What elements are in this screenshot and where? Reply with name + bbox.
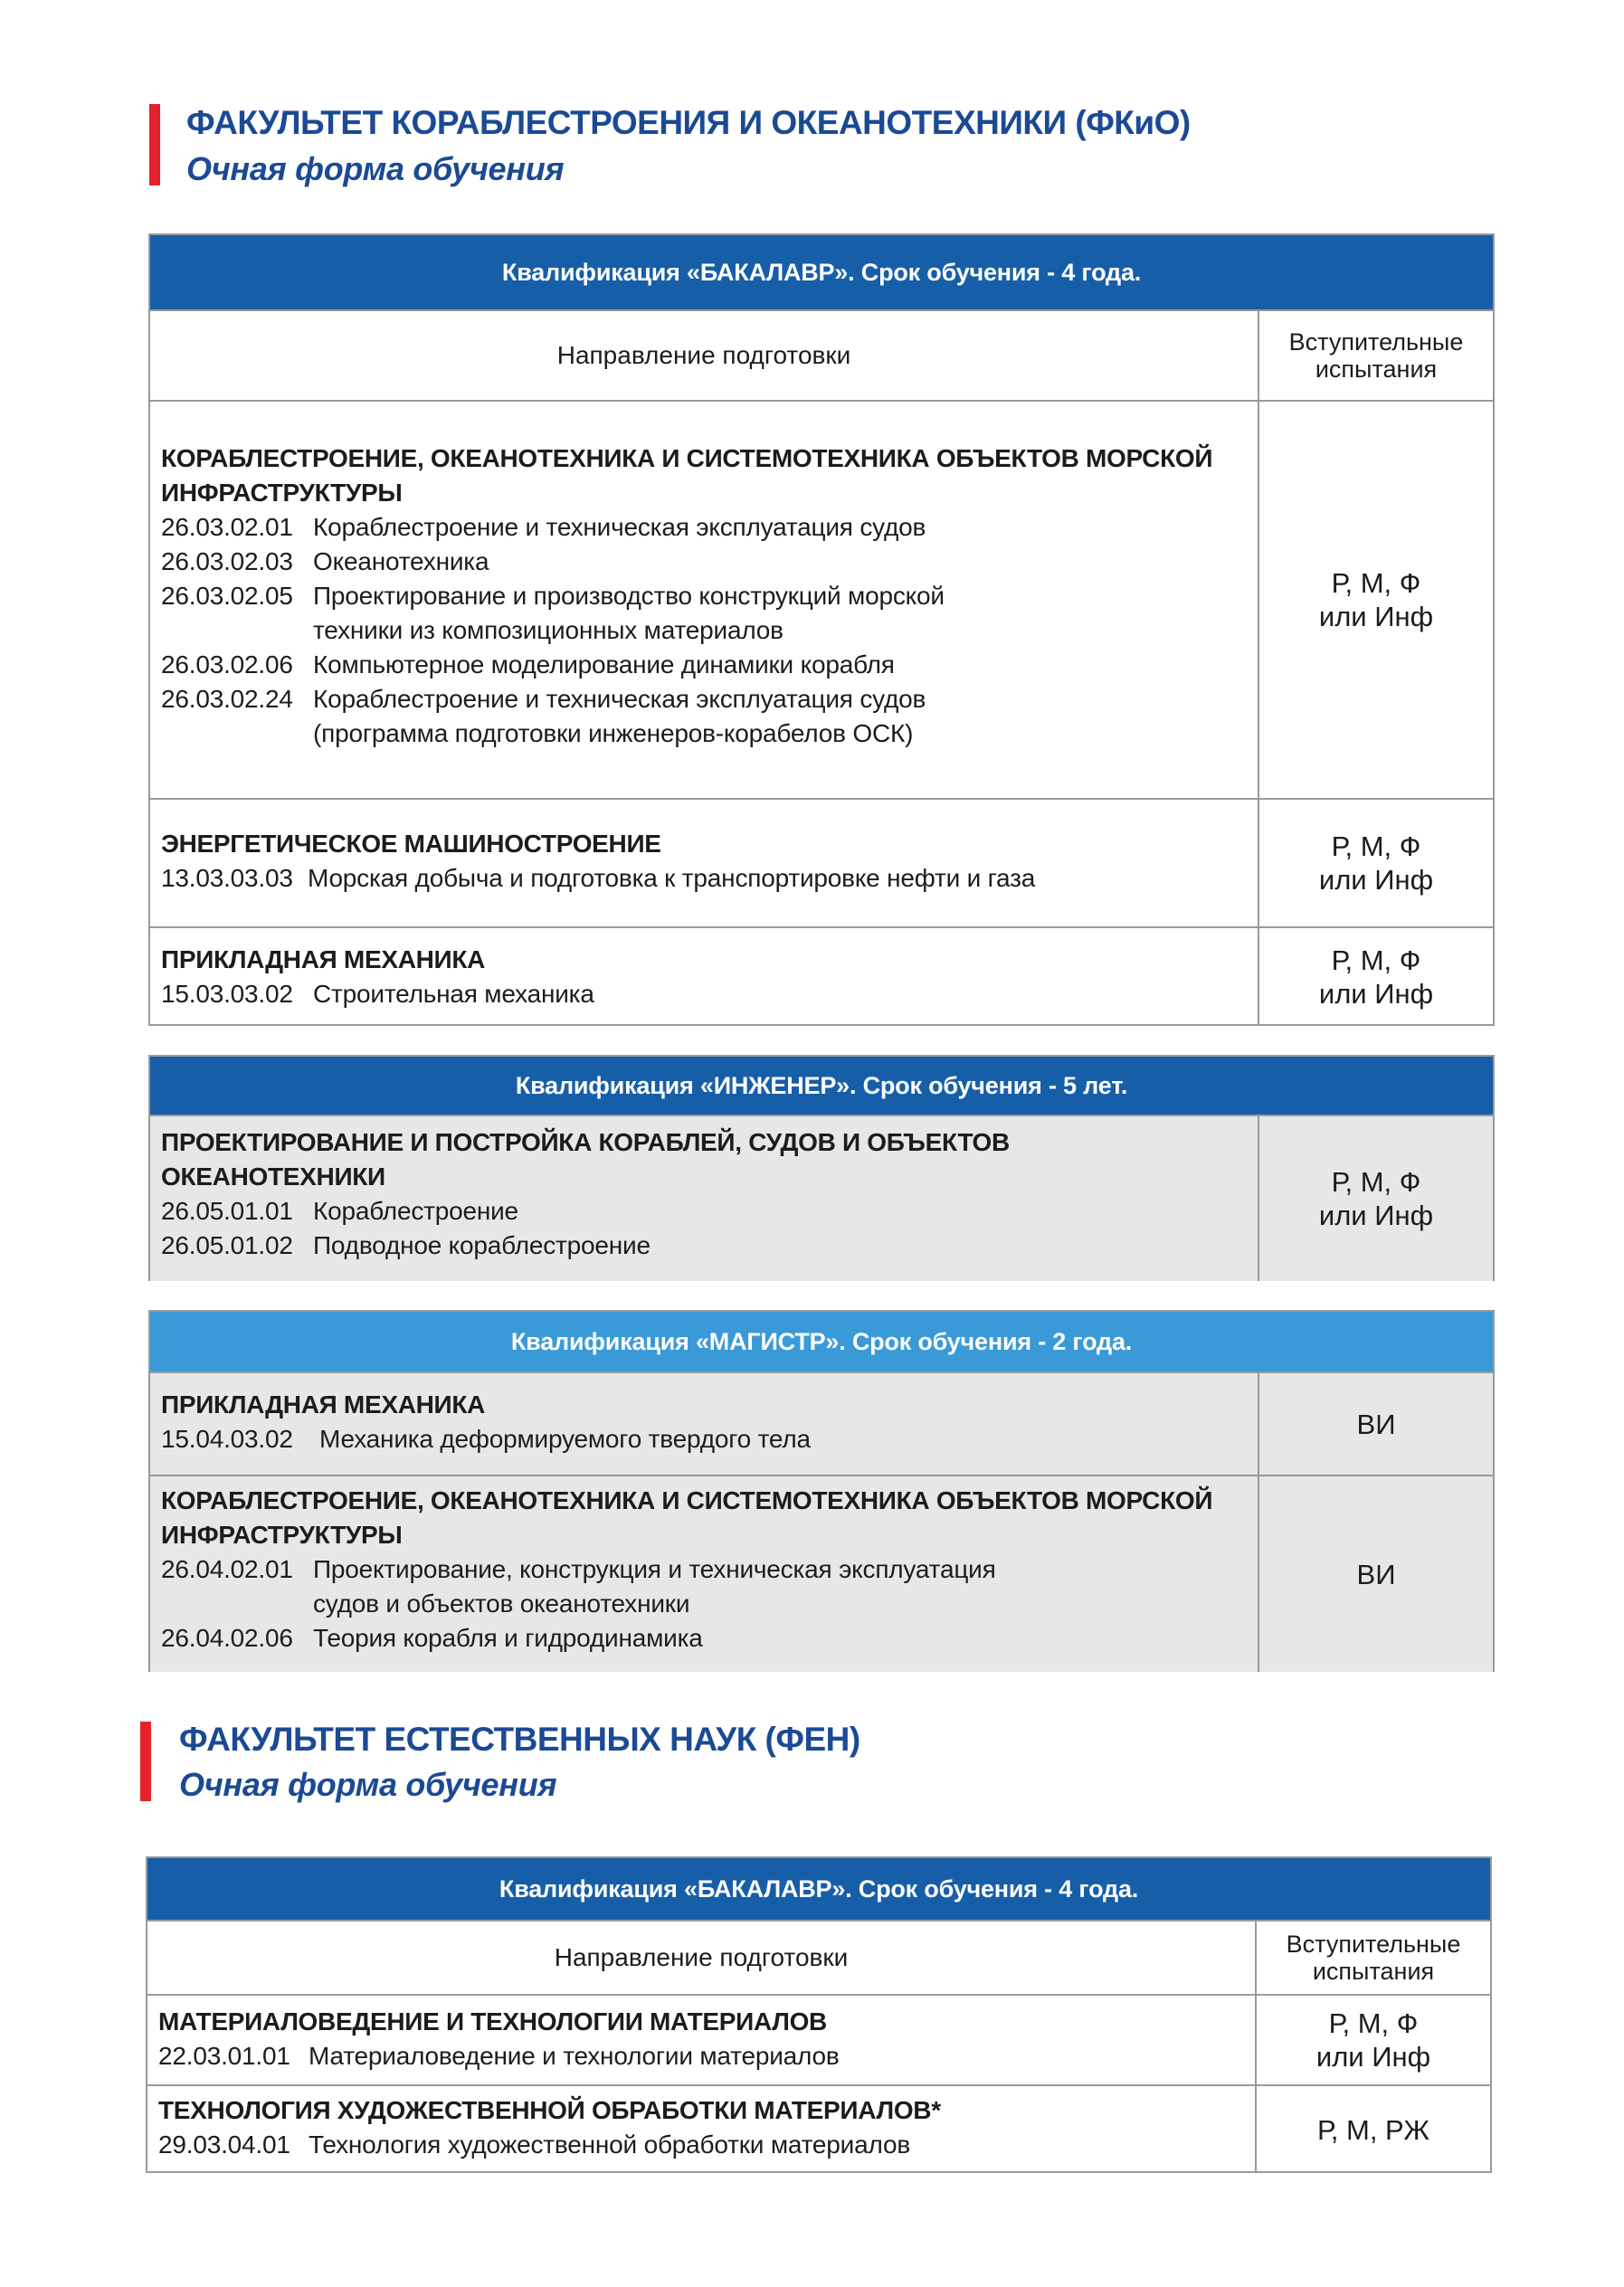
program-code: 26.04.02.01 xyxy=(161,1555,293,1583)
training-area-title: МАТЕРИАЛОВЕДЕНИЕ И ТЕХНОЛОГИИ МАТЕРИАЛОВ xyxy=(158,2007,827,2036)
exam-line: Р, М, Ф xyxy=(1331,567,1421,599)
table-header-row xyxy=(147,1920,1490,1994)
exam-line: или Инф xyxy=(1315,2041,1431,2073)
training-area-title: ТЕХНОЛОГИЯ ХУДОЖЕСТВЕННОЙ ОБРАБОТКИ МАТЕРИАЛОВ* xyxy=(158,2096,941,2124)
table-row xyxy=(150,1115,1493,1281)
exams-header-line: испытания xyxy=(1315,356,1438,383)
program-item xyxy=(161,1587,1251,1621)
program-name: Морская добыча и подготовка к транспортировке нефти и газа xyxy=(308,864,1036,892)
accent-bar xyxy=(149,104,160,185)
program-name: судов и объектов океанотехники xyxy=(313,1590,690,1618)
exams-header-line: Вступительные xyxy=(1288,328,1464,356)
exam-line: или Инф xyxy=(1318,864,1434,896)
program-name: Технология художественной обработки материалов xyxy=(309,2130,910,2159)
entrance-exams xyxy=(1259,402,1493,798)
exam-line: Р, М, Ф xyxy=(1331,1166,1421,1198)
program-name: Кораблестроение и техническая эксплуатация судов xyxy=(313,513,926,541)
program-code: 26.03.02.06 xyxy=(161,650,293,679)
program-block xyxy=(161,1125,1251,1263)
program-item xyxy=(161,716,1251,751)
entrance-exams xyxy=(1259,1373,1493,1475)
table-header-row xyxy=(150,309,1493,400)
program-block xyxy=(158,2093,1249,2162)
exam-line: или Инф xyxy=(1318,978,1434,1010)
fkio-bachelor-table xyxy=(148,233,1495,1026)
program-item xyxy=(161,510,1251,545)
entrance-exams xyxy=(1259,928,1493,1026)
program-item xyxy=(161,977,1251,1011)
accent-bar xyxy=(140,1722,151,1801)
program-name: Механика деформируемого твердого тела xyxy=(319,1425,811,1453)
exam-line: Р, М, Ф xyxy=(1331,830,1421,862)
program-code xyxy=(161,716,313,751)
direction-column-header: Направление подготовки xyxy=(556,341,851,369)
table-row xyxy=(150,400,1493,798)
program-code xyxy=(161,613,313,648)
entrance-exams xyxy=(1259,1476,1493,1672)
program-name: Компьютерное моделирование динамики корабля xyxy=(313,650,895,679)
entrance-exams xyxy=(1259,1116,1493,1281)
table-row xyxy=(150,1371,1493,1475)
program-code: 26.03.02.24 xyxy=(161,685,293,713)
program-item xyxy=(161,545,1251,579)
program-item xyxy=(158,2039,1249,2073)
program-block xyxy=(161,441,1251,751)
exams-column-header xyxy=(1259,311,1493,400)
training-area-title: КОРАБЛЕСТРОЕНИЕ, ОКЕАНОТЕХНИКА И СИСТЕМОТЕХНИКА ОБЪЕКТОВ МОРСКОЙ xyxy=(161,1486,1213,1514)
program-code: 26.03.02.01 xyxy=(161,513,293,541)
program-code: 13.03.03.03 xyxy=(161,864,293,892)
program-item xyxy=(161,682,1251,716)
program-code: 26.03.02.03 xyxy=(161,547,293,575)
table-row xyxy=(147,1994,1490,2084)
program-name: Проектирование и производство конструкций морской xyxy=(313,582,945,610)
exams-header-line: Вступительные xyxy=(1286,1931,1461,1958)
training-area-title: ПРИКЛАДНАЯ МЕХАНИКА xyxy=(161,1390,486,1419)
program-item xyxy=(161,1621,1251,1656)
program-code: 22.03.01.01 xyxy=(158,2042,290,2070)
table-row xyxy=(147,2084,1490,2173)
program-name: (программа подготовки инженеров-корабелов ОСК) xyxy=(313,719,914,747)
program-code: 26.05.01.02 xyxy=(161,1231,293,1259)
program-code: 26.03.02.05 xyxy=(161,582,293,610)
program-item xyxy=(161,579,1251,613)
exam-line: Р, М, Ф xyxy=(1331,944,1421,976)
training-area-title: ПРИКЛАДНАЯ МЕХАНИКА xyxy=(161,945,486,973)
exam-line: или Инф xyxy=(1318,601,1434,632)
program-code: 15.04.03.02 xyxy=(161,1425,293,1453)
program-code: 29.03.04.01 xyxy=(158,2130,290,2159)
direction-column-header: Направление подготовки xyxy=(554,1943,849,1971)
program-item xyxy=(161,1422,1251,1457)
qualification-band: Квалификация «БАКАЛАВР». Срок обучения - 4 года. xyxy=(147,1858,1490,1920)
training-area-title: КОРАБЛЕСТРОЕНИЕ, ОКЕАНОТЕХНИКА И СИСТЕМОТЕХНИКА ОБЪЕКТОВ МОРСКОЙ xyxy=(161,444,1213,472)
program-name: Проектирование, конструкция и техническая эксплуатация xyxy=(313,1555,996,1583)
qualification-band: Квалификация «БАКАЛАВР». Срок обучения - 4 года. xyxy=(150,235,1493,309)
exam-line: Р, М, РЖ xyxy=(1316,2113,1430,2146)
faculty-title: ФАКУЛЬТЕТ КОРАБЛЕСТРОЕНИЯ И ОКЕАНОТЕХНИКИ (ФКиО) xyxy=(186,104,1191,141)
program-name: Океанотехника xyxy=(313,547,489,575)
program-block xyxy=(158,2005,1249,2073)
program-name: Материаловедение и технологии материалов xyxy=(309,2042,840,2070)
study-form-label: Очная форма обучения xyxy=(179,1766,557,1803)
exam-line: Р, М, Ф xyxy=(1328,2007,1419,2039)
exams-header-line: испытания xyxy=(1312,1958,1435,1985)
program-name: Подводное кораблестроение xyxy=(313,1231,651,1259)
entrance-exams xyxy=(1257,2086,1490,2173)
exam-line: или Инф xyxy=(1318,1200,1434,1231)
program-block xyxy=(161,827,1251,896)
program-block xyxy=(161,1388,1251,1457)
program-name: Кораблестроение и техническая эксплуатация судов xyxy=(313,685,926,713)
program-block xyxy=(161,1484,1251,1656)
training-area-title: ИНФРАСТРУКТУРЫ xyxy=(161,479,403,507)
program-item xyxy=(161,1552,1251,1587)
program-item xyxy=(161,1229,1251,1263)
training-area-title: ЭНЕРГЕТИЧЕСКОЕ МАШИНОСТРОЕНИЕ xyxy=(161,830,661,858)
qualification-band: Квалификация «МАГИСТР». Срок обучения - 2 года. xyxy=(150,1312,1493,1371)
training-area-title: ИНФРАСТРУКТУРЫ xyxy=(161,1521,403,1549)
program-item xyxy=(158,2128,1249,2162)
fkio-engineer-table xyxy=(148,1055,1495,1281)
program-block xyxy=(161,943,1251,1011)
training-area-title: ОКЕАНОТЕХНИКИ xyxy=(161,1162,385,1191)
fen-bachelor-table xyxy=(146,1856,1492,2173)
program-code: 26.04.02.06 xyxy=(161,1624,293,1652)
table-row xyxy=(150,926,1493,1026)
table-row xyxy=(150,1475,1493,1672)
table-row xyxy=(150,798,1493,926)
exam-line: ВИ xyxy=(1356,1408,1396,1440)
training-area-title: ПРОЕКТИРОВАНИЕ И ПОСТРОЙКА КОРАБЛЕЙ, СУДОВ И ОБЪЕКТОВ xyxy=(161,1128,1010,1156)
program-code: 26.05.01.01 xyxy=(161,1197,293,1225)
qualification-band: Квалификация «ИНЖЕНЕР». Срок обучения - 5 лет. xyxy=(150,1057,1493,1115)
fkio-master-table xyxy=(148,1310,1495,1672)
program-item xyxy=(161,613,1251,648)
exam-line: ВИ xyxy=(1356,1558,1396,1590)
program-name: Теория корабля и гидродинамика xyxy=(313,1624,703,1652)
faculty-title: ФАКУЛЬТЕТ ЕСТЕСТВЕННЫХ НАУК (ФЕН) xyxy=(179,1721,860,1758)
program-code xyxy=(161,1587,313,1621)
program-code: 15.03.03.02 xyxy=(161,980,293,1008)
entrance-exams xyxy=(1259,800,1493,926)
exams-column-header xyxy=(1257,1922,1490,1994)
program-item xyxy=(161,648,1251,682)
program-name: техники из композиционных материалов xyxy=(313,616,784,644)
entrance-exams xyxy=(1257,1996,1490,2084)
program-item xyxy=(161,1194,1251,1229)
program-name: Строительная механика xyxy=(313,980,594,1008)
program-item xyxy=(161,861,1251,896)
study-form-label: Очная форма обучения xyxy=(186,150,565,187)
program-name: Кораблестроение xyxy=(313,1197,518,1225)
